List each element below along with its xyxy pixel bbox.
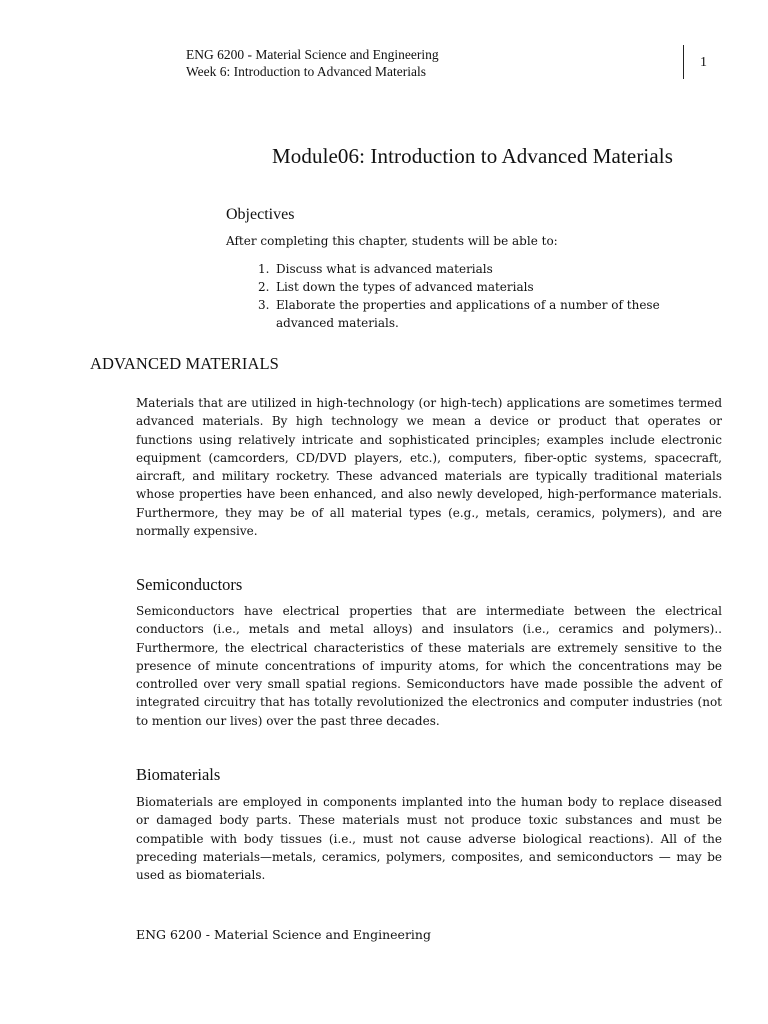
objective-number: 1.: [258, 262, 270, 276]
objective-text: Elaborate the properties and applications of a number of these advanced materials.: [276, 298, 660, 330]
page-number: 1: [700, 55, 707, 70]
page-footer: ENG 6200 - Material Science and Engineering: [136, 927, 431, 942]
objectives-list: [258, 260, 698, 332]
objective-text: List down the types of advanced materials: [276, 280, 534, 294]
section-heading-biomaterials: Biomaterials: [136, 765, 221, 784]
objectives-intro: After completing this chapter, students will be able to:: [226, 234, 558, 248]
header-week-title: Week 6: Introduction to Advanced Materials: [186, 64, 426, 79]
module-title: Module06: Introduction to Advanced Materials: [272, 144, 673, 168]
objective-text: Discuss what is advanced materials: [276, 262, 493, 276]
header-divider: [683, 45, 684, 79]
section-heading-advanced-materials: ADVANCED MATERIALS: [90, 354, 279, 373]
semiconductors-paragraph: Semiconductors have electrical properties that are intermediate between the electrical conductors (i.e., metals and metal alloys) and insulators (i.e., ceramics and polymers).. Furthermore, the electrical characteristics of these materials are extremely sensitive to the presence of minute concentrations of impurity atoms, for which the concentrations may be controlled over very small spatial regions. Semiconductors have made possible the advent of integrated circuitry that has totally revolutionized the electronics and computer industries (not to mention our lives) over the past three decades.: [136, 604, 722, 728]
biomaterials-paragraph: Biomaterials are employed in components implanted into the human body to replace diseased or damaged body parts. These materials must not produce toxic substances and must be compatible with body tissues (i.e., must not cause adverse biological reactions). All of the preceding materials—metals, ceramics, polymers, composites, and semiconductors — may be used as biomaterials.: [136, 795, 722, 883]
section-heading-semiconductors: Semiconductors: [136, 575, 243, 594]
objective-item: [258, 278, 698, 296]
objectives-heading: Objectives: [226, 206, 295, 223]
page-header: [186, 46, 439, 80]
objective-number: 2.: [258, 280, 270, 294]
header-course-title: ENG 6200 - Material Science and Engineering: [186, 47, 439, 62]
advanced-materials-paragraph: Materials that are utilized in high-technology (or high-tech) applications are sometimes termed advanced materials. By high technology we mean a device or product that operates or functions using relatively intricate and sophisticated principles; examples include electronic equipment (camcorders, CD/DVD players, etc.), computers, fiber-optic systems, spacecraft, aircraft, and military rocketry. These advanced materials are typically traditional materials whose properties have been enhanced, and also newly developed, high-performance materials. Furthermore, they may be of all material types (e.g., metals, ceramics, polymers), and are normally expensive.: [136, 396, 722, 539]
objective-item: [258, 296, 698, 332]
objective-number: 3.: [258, 298, 270, 312]
objective-item: [258, 260, 698, 278]
